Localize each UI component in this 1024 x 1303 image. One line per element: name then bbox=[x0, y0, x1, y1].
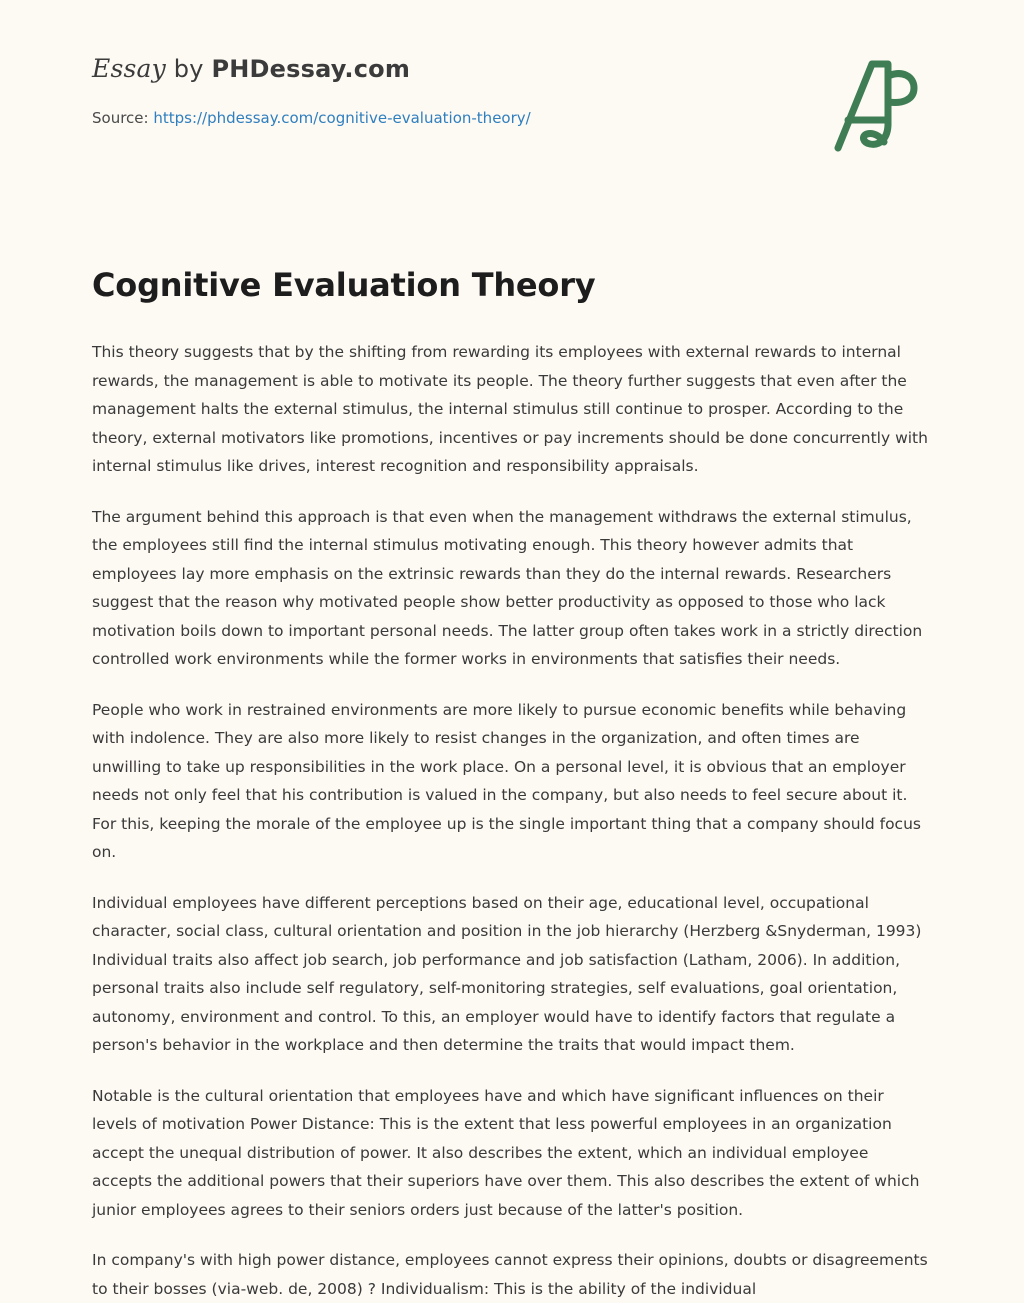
document-header bbox=[92, 54, 932, 174]
body-paragraph: People who work in restrained environments are more likely to pursue economic benefits while behaving with indolence. They are also more likely to resist changes in the organization, and often times are unwilling to take up responsibilities in the work place. On a personal level, it is obvious that an employer needs not only feel that his contribution is valued in the company, but also needs to feel secure about it. For this, keeping the morale of the employee up is the single important thing that a company should focus on. bbox=[92, 700, 921, 861]
brand-by-label: by bbox=[165, 55, 212, 83]
brand-essay-label: Essay bbox=[92, 54, 166, 83]
body-paragraph: Individual employees have different perceptions based on their age, educational level, occupational character, social class, cultural orientation and position in the job hierarchy (Herzberg &Snyderman, 1993) Individual traits also affect job search, job performance and job satisfaction (Latham, 2006). In addition, personal traits also include self regulatory, self-monitoring strategies, self evaluations, goal orientation, autonomy, environment and control. To this, an employer would have to identify factors that regulate a person's behavior in the workplace and then determine the traits that would impact them. bbox=[92, 893, 922, 1054]
body-paragraph: Notable is the cultural orientation that employees have and which have significant influences on their levels of motivation Power Distance: This is the extent that less powerful employees in an organization accept the unequal distribution of power. It also describes the extent, which an individual employee accepts the additional powers that their superiors have over them. This also describes the extent of which junior employees agrees to their seniors orders just because of the latter's position. bbox=[92, 1086, 920, 1219]
source-label: Source: bbox=[92, 109, 154, 127]
document-body bbox=[92, 338, 932, 1303]
source-url-link[interactable]: https://phdessay.com/cognitive-evaluation-theory/ bbox=[153, 109, 531, 127]
source-line bbox=[92, 109, 932, 127]
body-paragraph: This theory suggests that by the shifting from rewarding its employees with external rewards to internal rewards, the management is able to motivate its people. The theory further suggests that even after the management halts the external stimulus, the internal stimulus still continue to prosper. According to the theory, external motivators like promotions, incentives or pay increments should be done concurrently with internal stimulus like drives, interest recognition and responsibility appraisals. bbox=[92, 343, 928, 475]
phdessay-monogram-logo bbox=[818, 50, 938, 160]
page-title: Cognitive Evaluation Theory bbox=[92, 266, 596, 304]
brand-site-label: PHDessay.com bbox=[211, 55, 411, 83]
body-paragraph: In company's with high power distance, employees cannot express their opinions, doubts or disagreements to their bosses (via-web. de, 2008) ? Individualism: This is the ability of the individual bbox=[92, 1251, 928, 1298]
body-paragraph: The argument behind this approach is that even when the management withdraws the external stimulus, the employees still find the internal stimulus motivating enough. This theory however admits that employees lay more emphasis on the extrinsic rewards than they do the internal rewards. Researchers suggest that the reason why motivated people show better productivity as opposed to those who lack motivation boils down to important personal needs. The latter group often takes work in a strictly direction controlled work environments while the former works in environments that satisfies their needs. bbox=[92, 507, 923, 668]
brand-line bbox=[92, 54, 932, 83]
